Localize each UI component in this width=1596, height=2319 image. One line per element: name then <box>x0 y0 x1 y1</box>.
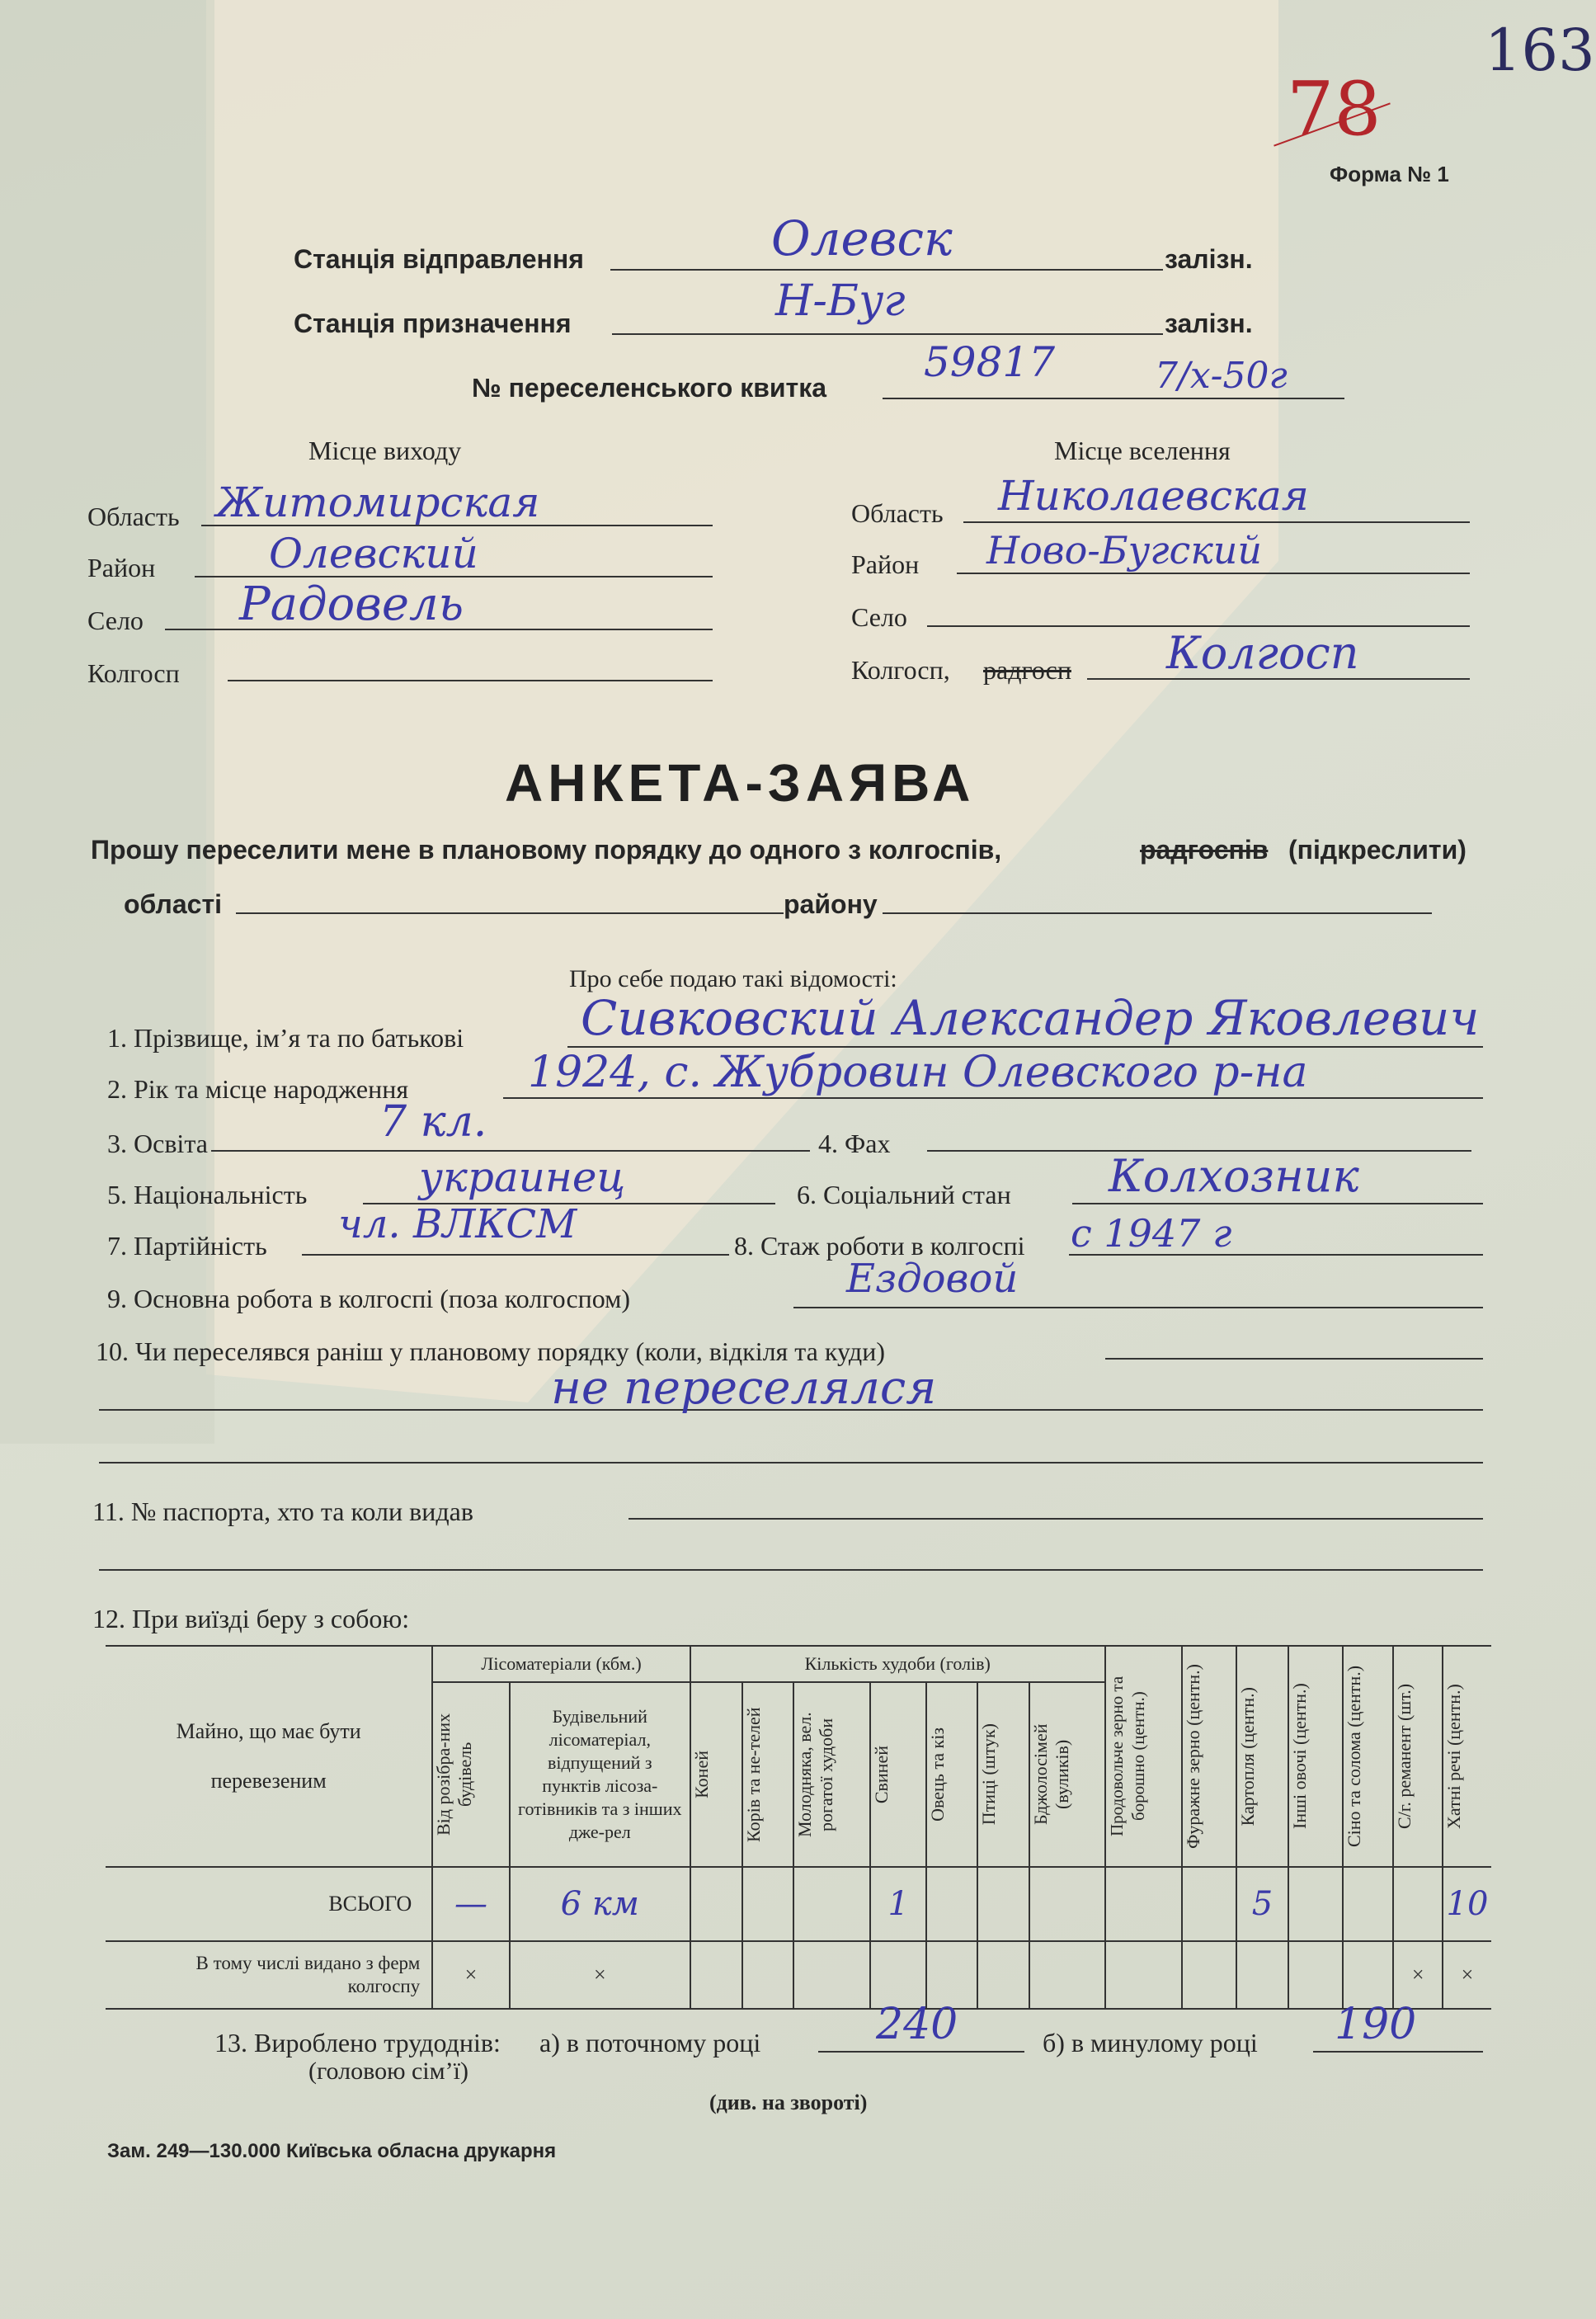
property-header <box>106 1646 432 1867</box>
q5-value: украинец <box>419 1153 626 1201</box>
destination-oblast-line <box>963 521 1470 523</box>
total-cows <box>742 1867 793 1941</box>
destination-station-label: Станція призначення <box>294 309 572 338</box>
farm-veg <box>1288 1941 1343 2009</box>
col-dismantled <box>432 1682 510 1867</box>
row-farm-label <box>106 1941 432 2009</box>
workdays-previous-label: б) в минулому році <box>1043 2028 1258 2057</box>
q5-label: 5. Національність <box>107 1180 308 1209</box>
destination-heading: Місце вселення <box>1054 436 1231 465</box>
q10-label: 10. Чи переселявся раніш у плановому порядку (коли, відкіля та куди) <box>96 1336 885 1366</box>
q3-label: 3. Освіта <box>107 1129 208 1158</box>
col-fodder <box>1182 1646 1236 1867</box>
q4-label: 4. Фах <box>818 1129 891 1158</box>
origin-heading: Місце виходу <box>308 436 462 465</box>
col-machines-text: С/г. реманент (шт.) <box>1394 1683 1415 1830</box>
total-bees <box>1029 1867 1105 1941</box>
destination-railway-suffix: залізн. <box>1165 309 1253 338</box>
q6-value: Колхозник <box>1109 1150 1359 1202</box>
workdays-current-label: а) в поточному році <box>539 2028 761 2057</box>
destination-kolhosp-value: Колгосп <box>1166 627 1359 679</box>
request-text-start: Прошу переселити мене в плановому порядку до одного з колгоспів, <box>91 835 1002 865</box>
livestock-group-header: Кількість худоби (голів) <box>690 1646 1105 1682</box>
farm-hay <box>1343 1941 1394 2009</box>
col-young-text: Молодняка, вел. рогатої худоби <box>793 1712 836 1837</box>
see-reverse: (див. на звороті) <box>709 2090 868 2114</box>
property-table <box>106 1645 1491 2010</box>
origin-oblast-label: Область <box>87 502 180 531</box>
col-hay-text: Сіно та солома (центн.) <box>1343 1665 1364 1848</box>
farm-cows <box>742 1941 793 2009</box>
request-text-end: (підкреслити) <box>1288 835 1467 865</box>
raionu-line <box>883 912 1432 914</box>
destination-station-value: Н-Буг <box>775 276 906 326</box>
total-dismantled: — <box>432 1867 510 1941</box>
total-fodder <box>1182 1867 1236 1941</box>
col-birds <box>977 1682 1030 1867</box>
timber-group-header: Лісоматеріали (кбм.) <box>432 1646 690 1682</box>
form-title: АНКЕТА-ЗАЯВА <box>505 753 976 813</box>
q7-label: 7. Партійність <box>107 1231 267 1261</box>
workdays-label: 13. Вироблено трудоднів: <box>214 2028 501 2057</box>
origin-kolhosp-line <box>228 680 713 681</box>
q9-label: 9. Основна робота в колгоспі (поза колгоспом) <box>107 1284 631 1313</box>
intro-text: Про себе подаю такі відомості: <box>569 965 897 992</box>
total-hay <box>1343 1867 1394 1941</box>
total-sheep <box>926 1867 977 1941</box>
col-horses <box>690 1682 743 1867</box>
col-fodder-text: Фуражне зерно (центн.) <box>1183 1664 1204 1849</box>
col-cows-text: Корів та не-телей <box>743 1707 765 1842</box>
workdays-sub-label: (головою сім’ї) <box>308 2057 468 2085</box>
destination-raion-value: Ново-Бугский <box>986 528 1263 573</box>
ticket-date: 7/х-50г <box>1155 355 1288 397</box>
col-dismantled-text: Від розібра-них будівель <box>433 1713 476 1836</box>
destination-raion-line <box>957 573 1470 574</box>
oblasti-label: області <box>124 889 222 919</box>
farm-birds <box>977 1941 1030 2009</box>
property-header-text: Майно, що має бути перевезеним <box>176 1719 361 1793</box>
request-struck: радгоспів <box>1140 835 1269 865</box>
col-household <box>1443 1646 1491 1867</box>
farm-sheep <box>926 1941 977 2009</box>
col-pigs <box>870 1682 926 1867</box>
q2-line <box>503 1097 1483 1099</box>
q10-line-3 <box>99 1462 1483 1464</box>
archive-page-number: 163 <box>1485 16 1595 84</box>
row-total-label: ВСЬОГО <box>106 1867 432 1941</box>
total-building-timber: 6 км <box>510 1867 690 1941</box>
total-household: 10 <box>1443 1867 1491 1941</box>
destination-oblast-label: Область <box>851 498 944 528</box>
farm-building-timber: × <box>510 1941 690 2009</box>
q8-value: с 1947 г <box>1071 1211 1232 1256</box>
total-birds <box>977 1867 1030 1941</box>
q7-value: чл. ВЛКСМ <box>338 1201 577 1247</box>
total-veg <box>1288 1867 1343 1941</box>
total-grain <box>1105 1867 1183 1941</box>
q11-line-2 <box>99 1569 1483 1571</box>
farm-fodder <box>1182 1941 1236 2009</box>
q2-label: 2. Рік та місце народження <box>107 1074 409 1104</box>
col-household-text: Хатні речі (центн.) <box>1443 1684 1464 1829</box>
farm-pigs <box>870 1941 926 2009</box>
q3-line <box>211 1150 810 1152</box>
col-machines <box>1393 1646 1443 1867</box>
ticket-value: 59817 <box>924 338 1056 386</box>
destination-kolhosp-struck: радгосп <box>983 655 1071 685</box>
q8-label: 8. Стаж роботи в колгоспі <box>734 1231 1025 1261</box>
total-pigs: 1 <box>870 1867 926 1941</box>
farm-bees <box>1029 1941 1105 2009</box>
destination-kolhosp-label: Колгосп, <box>851 655 950 685</box>
workdays-previous-line <box>1313 2051 1483 2053</box>
departure-station-line <box>610 269 1163 271</box>
q7-line <box>302 1254 729 1256</box>
col-bees <box>1029 1682 1105 1867</box>
departure-station-label: Станція відправлення <box>294 244 584 274</box>
departure-railway-suffix: залізн. <box>1165 244 1253 274</box>
col-sheep-text: Овець та кіз <box>926 1727 948 1822</box>
q11-label: 11. № паспорта, хто та коли видав <box>92 1497 473 1526</box>
paper-shadow <box>0 0 214 1444</box>
col-veg-text: Інші овочі (центн.) <box>1289 1683 1311 1830</box>
oblasti-line <box>236 912 784 914</box>
workdays-current-line <box>818 2051 1024 2053</box>
origin-selo-label: Село <box>87 606 144 635</box>
farm-grain <box>1105 1941 1183 2009</box>
q6-label: 6. Соціальний стан <box>797 1180 1011 1209</box>
q10-value: не переселялся <box>551 1361 937 1415</box>
col-pigs-text: Свиней <box>871 1745 892 1804</box>
q10-line-1 <box>1105 1358 1483 1360</box>
departure-station-value: Олевск <box>771 210 953 266</box>
farm-household: × <box>1443 1941 1491 2009</box>
q3-value: 7 кл. <box>379 1097 487 1147</box>
col-grain-text: Продовольче зерно та борошно (центн.) <box>1106 1676 1148 1837</box>
ticket-line <box>883 398 1344 399</box>
farm-horses <box>690 1941 743 2009</box>
total-machines <box>1393 1867 1443 1941</box>
q9-line <box>793 1307 1483 1308</box>
q1-value: Сивковский Александер Яковлевич <box>581 990 1480 1046</box>
q12-label: 12. При виїзді беру з собою: <box>92 1604 410 1633</box>
origin-raion-value: Олевский <box>269 530 478 577</box>
origin-selo-value: Радовель <box>239 577 464 631</box>
origin-kolhosp-label: Колгосп <box>87 658 180 688</box>
col-horses-text: Коней <box>690 1751 712 1798</box>
ticket-label: № переселенського квитка <box>472 373 827 403</box>
total-potato: 5 <box>1236 1867 1289 1941</box>
col-potato <box>1236 1646 1289 1867</box>
col-birds-text: Птиці (штук) <box>977 1723 999 1826</box>
row-farm-label-text: В тому числі видано з ферм колгоспу <box>195 1953 421 1996</box>
q1-label: 1. Прізвище, ім’я та по батькові <box>107 1023 464 1053</box>
col-building-timber-text: Будівельний лісоматеріал, відпущений з пунктів лісоза-готівників та з інших дже-рел <box>518 1706 682 1842</box>
destination-station-line <box>612 333 1163 335</box>
workdays-current-value: 240 <box>876 2000 958 2049</box>
origin-oblast-value: Житомирская <box>216 478 540 526</box>
col-hay <box>1343 1646 1394 1867</box>
farm-dismantled: × <box>432 1941 510 2009</box>
q2-value: 1924, с. Жубровин Олевского р-на <box>528 1048 1308 1097</box>
origin-raion-label: Район <box>87 553 156 582</box>
form-number: Форма № 1 <box>1330 162 1449 186</box>
q6-line <box>1072 1203 1483 1204</box>
crossed-number: 78 <box>1287 66 1382 153</box>
col-bees-text: Бджолосімей (вуликів) <box>1030 1723 1073 1826</box>
col-grain <box>1105 1646 1183 1867</box>
q11-line-1 <box>629 1518 1483 1520</box>
total-young <box>793 1867 871 1941</box>
col-sheep <box>926 1682 977 1867</box>
footer-print: Зам. 249—130.000 Київська обласна друкарня <box>107 2140 557 2162</box>
destination-oblast-value: Николаевская <box>998 472 1309 520</box>
farm-potato <box>1236 1941 1289 2009</box>
q9-value: Ездовой <box>846 1256 1019 1302</box>
destination-selo-label: Село <box>851 602 907 632</box>
farm-machines: × <box>1393 1941 1443 2009</box>
col-young <box>793 1682 871 1867</box>
col-potato-text: Картопля (центн.) <box>1236 1686 1258 1826</box>
col-veg <box>1288 1646 1343 1867</box>
destination-raion-label: Район <box>851 549 920 579</box>
total-horses <box>690 1867 743 1941</box>
col-building-timber <box>510 1682 690 1867</box>
workdays-previous-value: 190 <box>1335 2000 1417 2049</box>
raionu-label: району <box>784 889 878 919</box>
col-cows <box>742 1682 793 1867</box>
farm-young <box>793 1941 871 2009</box>
